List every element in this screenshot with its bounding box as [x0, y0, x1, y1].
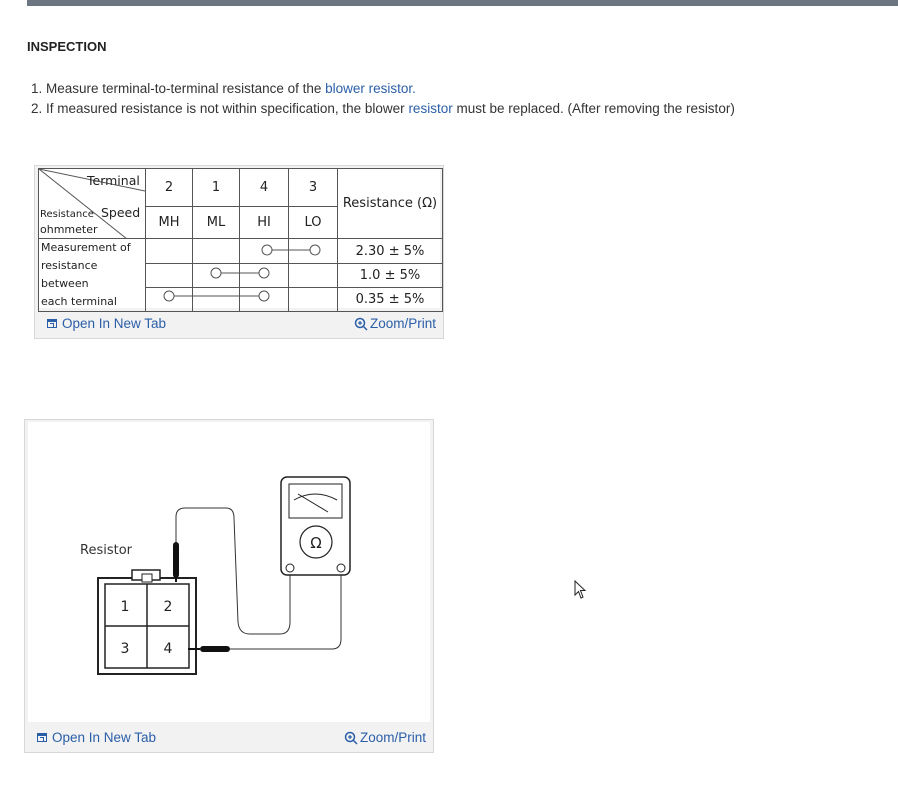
- table-cell: [193, 288, 240, 312]
- resistor-measurement-diagram: [28, 422, 430, 722]
- resistance-value: 1.0 ± 5%: [338, 264, 443, 288]
- zoom-print-label: Zoom/Print: [369, 316, 436, 331]
- step-2-text: 2. If measured resistance is not within specification, the blower: [31, 101, 409, 116]
- mouse-cursor-icon: [574, 580, 588, 600]
- instruction-list: [31, 79, 735, 119]
- top-bar: [27, 0, 898, 6]
- step-1: [31, 79, 735, 99]
- table-cell: [289, 288, 338, 312]
- zoom-print-label: Zoom/Print: [359, 730, 426, 745]
- resistance-ohmmeter-label-1: Resistance: [40, 209, 94, 220]
- step-2-suffix: must be replaced. (After removing the resistor): [452, 101, 735, 116]
- terminal-cell: 3: [289, 169, 338, 207]
- table-cell: [146, 288, 193, 312]
- ohm-symbol: Ω: [310, 534, 322, 552]
- terminal-cell: 1: [193, 169, 240, 207]
- step-2: [31, 99, 735, 119]
- resistance-header: Resistance (Ω): [338, 169, 443, 239]
- table-cell: [146, 239, 193, 264]
- spec-table-figure: [34, 165, 444, 339]
- resistance-value: 0.35 ± 5%: [338, 288, 443, 312]
- table-cell: [240, 264, 289, 288]
- table-cell: [289, 264, 338, 288]
- resistor-link[interactable]: resistor: [408, 101, 453, 116]
- row-label-cell: [39, 239, 146, 312]
- resistor-label: Resistor: [80, 543, 132, 558]
- table-cell: [289, 239, 338, 264]
- terminal-cell: 4: [240, 169, 289, 207]
- open-in-new-tab-link[interactable]: [37, 730, 156, 745]
- pin-label: 2: [163, 599, 173, 615]
- resistance-ohmmeter-label-2: ohmmeter: [40, 223, 98, 236]
- table-cell: [193, 264, 240, 288]
- pin-label: 1: [120, 599, 130, 615]
- table-cell: [240, 239, 289, 264]
- open-in-new-tab-link[interactable]: [47, 316, 166, 331]
- table-cell: [193, 239, 240, 264]
- figure-2-toolbar: [25, 724, 433, 752]
- pin-label: 3: [120, 641, 130, 657]
- speed-cell: LO: [289, 207, 338, 239]
- speed-header-label: Speed: [101, 205, 141, 220]
- section-heading: INSPECTION: [27, 39, 107, 54]
- table-corner-cell: [39, 169, 146, 239]
- pin-label: 4: [163, 641, 173, 657]
- new-tab-icon: [47, 319, 57, 328]
- wiring-diagram-figure: [24, 419, 434, 753]
- zoom-in-icon: [354, 317, 368, 331]
- zoom-print-link[interactable]: [354, 316, 436, 331]
- row-label-line: each terminal: [41, 295, 117, 308]
- open-in-new-tab-label: Open In New Tab: [52, 730, 157, 745]
- resistance-value: 2.30 ± 5%: [338, 239, 443, 264]
- resistance-spec-table: [38, 168, 443, 312]
- zoom-print-link[interactable]: [344, 730, 426, 745]
- speed-cell: HI: [240, 207, 289, 239]
- new-tab-icon: [37, 733, 47, 742]
- figure-1-toolbar: [35, 310, 443, 338]
- table-cell: [146, 264, 193, 288]
- terminal-cell: 2: [146, 169, 193, 207]
- open-in-new-tab-label: Open In New Tab: [62, 316, 167, 331]
- zoom-in-icon: [344, 731, 358, 745]
- row-label-line: resistance between: [41, 259, 98, 290]
- terminal-header-label: Terminal: [87, 173, 140, 188]
- step-1-text: 1. Measure terminal-to-terminal resistance of the: [31, 81, 326, 96]
- speed-cell: ML: [193, 207, 240, 239]
- blower-resistor-link[interactable]: blower resistor.: [325, 81, 416, 96]
- speed-cell: MH: [146, 207, 193, 239]
- row-label-line: Measurement of: [41, 241, 131, 254]
- table-cell: [240, 288, 289, 312]
